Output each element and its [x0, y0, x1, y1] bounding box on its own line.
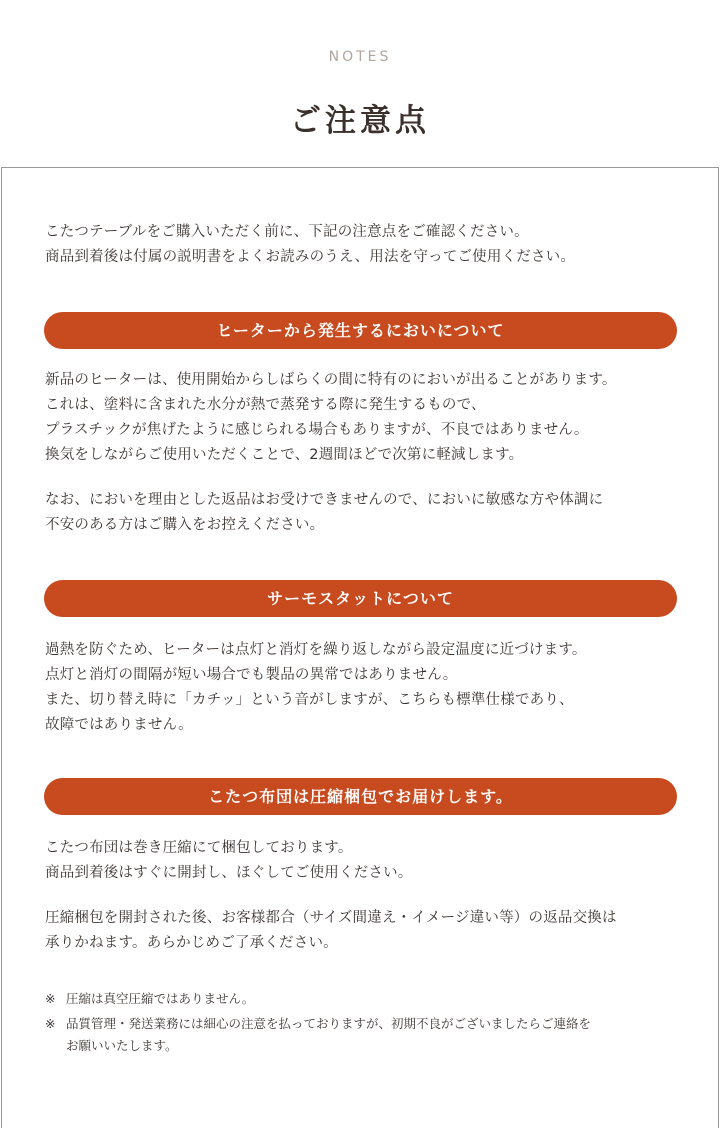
section-heading-futon: こたつ布団は圧縮梱包でお届けします。: [44, 778, 677, 815]
section-odor-paragraph-2: [45, 488, 685, 538]
page-title: ご注意点: [290, 103, 430, 139]
body-line: 過熱を防ぐため、ヒーターは点灯と消灯を繰り返しながら設定温度に近づけます。: [45, 642, 587, 658]
body-line: プラスチックが焦げたように感じられる場合もありますが、不良ではありません。: [45, 422, 589, 438]
note-text: 品質管理・発送業務には細心の注意を払っておりますが、初期不良がございましたらご連絡を: [66, 1016, 592, 1031]
footnote-2: [45, 1013, 695, 1057]
intro-text: [45, 220, 685, 270]
section-futon-paragraph-1: [45, 836, 685, 886]
section-heading-thermostat: サーモスタットについて: [44, 580, 677, 617]
note-mark: ※: [45, 1016, 56, 1031]
body-line: 新品のヒーターは、使用開始からしばらくの間に特有のにおいが出ることがあります。: [45, 372, 617, 388]
note-text-continued: お願いいたします。: [66, 1038, 178, 1053]
section-odor-paragraph-1: [45, 368, 685, 468]
body-line: また、切り替え時に「カチッ」という音がしますが、こちらも標準仕様であり、: [45, 692, 574, 708]
body-line: 故障ではありません。: [45, 717, 193, 733]
intro-line: 商品到着後は付属の説明書をよくお読みのうえ、用法を守ってご使用ください。: [45, 249, 576, 265]
body-line: 承りかねます。あらかじめご了承ください。: [45, 935, 338, 951]
footnote-1: [45, 988, 695, 1010]
page-header: [0, 0, 720, 168]
body-line: これは、塗料に含まれた水分が熱で蒸発する際に発生するもので、: [45, 397, 486, 413]
note-text: 圧縮は真空圧縮ではありません。: [66, 991, 255, 1006]
section-thermostat-paragraph: [45, 638, 685, 738]
intro-line: こたつテーブルをご購入いただく前に、下記の注意点をご確認ください。: [45, 224, 529, 240]
body-line: 圧縮梱包を開封された後、お客様都合（サイズ間違え・イメージ違い等）の返品交換は: [45, 910, 617, 926]
section-futon-paragraph-2: [45, 906, 685, 956]
note-mark: ※: [45, 991, 56, 1006]
body-line: 不安のある方はご購入をお控えください。: [45, 517, 325, 533]
body-line: こたつ布団は巻き圧縮にて梱包しております。: [45, 840, 353, 856]
body-line: なお、においを理由とした返品はお受けできませんので、においに敏感な方や体調に: [45, 492, 604, 508]
body-line: 点灯と消灯の間隔が短い場合でも製品の異常ではありません。: [45, 667, 458, 683]
body-line: 商品到着後はすぐに開封し、ほぐしてご使用ください。: [45, 865, 413, 881]
notes-eyebrow: NOTES: [328, 49, 392, 65]
section-heading-odor: ヒーターから発生するにおいについて: [44, 312, 677, 349]
body-line: 換気をしながらご使用いただくことで、2週間ほどで次第に軽減します。: [45, 447, 524, 463]
